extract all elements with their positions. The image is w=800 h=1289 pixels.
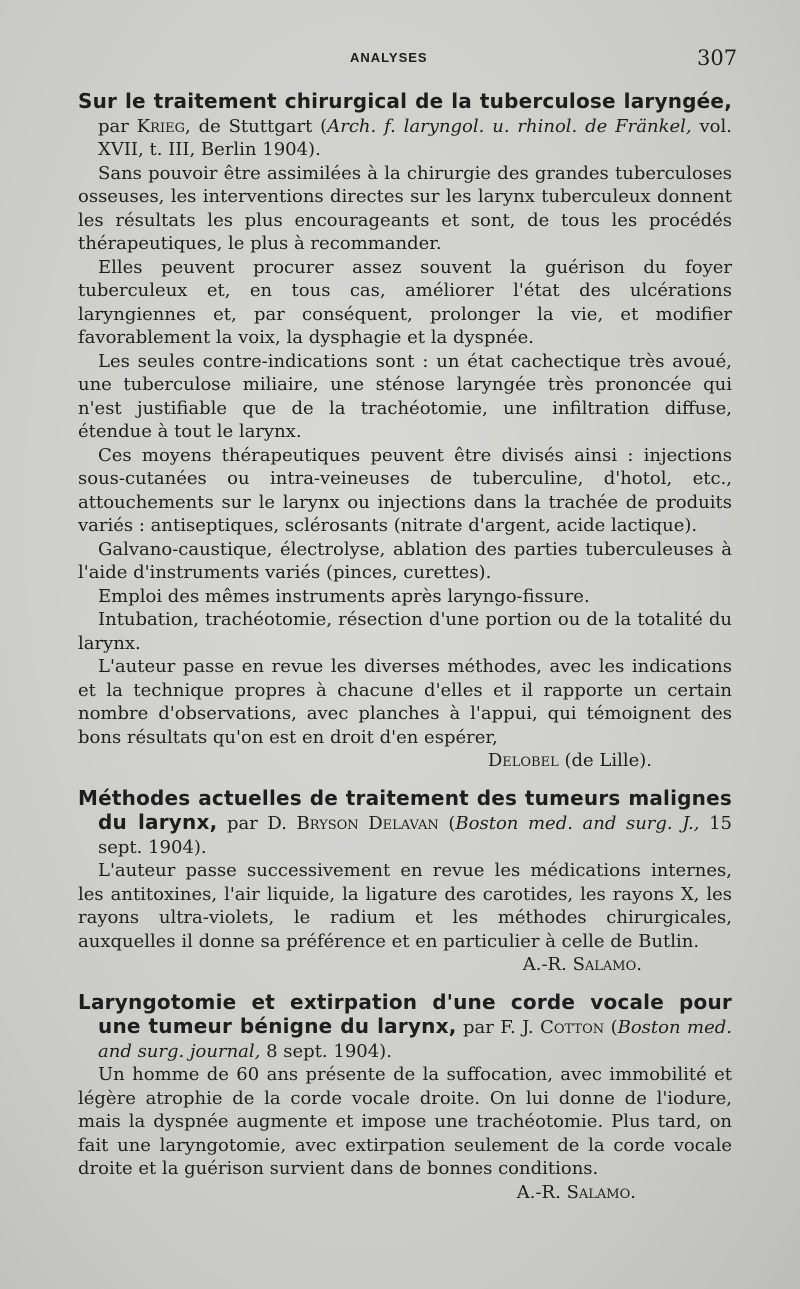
paragraph: Les seules contre-indications sont : un état cachectique très avoué, une tuberculose miliaire, une sténose laryngée très prononcée qui n'est justifiable que de la trachéotomie, une infiltration diffuse, étendue à tout le larynx. [78,350,732,442]
byline-mid: , de Stuttgart ( [184,115,328,137]
citation-details: vol. XVII, t. III, Berlin 1904). [98,115,732,160]
article-2 [78,787,732,977]
article-1 [78,90,732,773]
signature-name: Salamo. [572,954,642,975]
byline-mid: ( [604,1017,618,1038]
signature-initials: A.-R. [516,1181,567,1203]
page-content [78,90,732,1204]
author-name: Bryson Delavan [296,813,439,834]
journal-name: Boston med. and surg. journal, [98,1017,732,1062]
journal-name: Arch. f. laryngol. u. rhinol. de Fränkel, [327,115,692,137]
paragraph: Emploi des mêmes instruments après laryngo-fissure. [98,585,590,607]
article-title: Méthodes actuelles de traitement des tumeurs malignes du larynx, [78,785,732,834]
signature-name: Delobel [487,750,559,771]
article-heading [78,991,732,1064]
paragraph: Un homme de 60 ans présente de la suffocation, avec immobilité et légère atrophie de la corde vocale droite. On lui donne de l'iodure, mais la dyspnée augmente et impose une trachéotomie. Plus tard, on fait une laryngotomie, avec extirpation seulement de la corde vocale droite et la guérison survient dans de bonnes conditions. [78,1064,732,1179]
citation-details: 8 sept. 1904). [260,1040,392,1062]
signature-place: (de Lille). [558,750,652,771]
article-title: Sur le traitement chirurgical de la tuberculose laryngée, [78,89,732,113]
signature-name: Salamo. [566,1181,636,1203]
paragraph: Ces moyens thérapeutiques peuvent être divisés ainsi : injections sous-cutanées ou intra-veineuses de tuberculine, d'hotol, etc., attouchements sur le larynx ou injections dans la trachée de produits variés : antiseptiques, sclérosants (nitrate d'argent, acide lactique). [78,444,732,536]
signature [78,749,732,773]
byline-mid: ( [438,813,456,834]
signature [78,1181,732,1205]
article-title: Laryngotomie et extirpation d'une corde vocale pour une tumeur bénigne du larynx, [78,989,732,1038]
paragraph: Intubation, trachéotomie, résection d'une portion ou de la totalité du larynx. [78,609,732,654]
running-header: ANALYSES [350,50,428,65]
paragraph: Elles peuvent procurer assez souvent la guérison du foyer tuberculeux et, en tous cas, améliorer l'état des ulcérations laryngiennes et, par conséquent, prolonger la vie, et modifier favorablement la voix, la dysphagie et la dyspnée. [78,256,732,348]
paragraph: Sans pouvoir être assimilées à la chirurgie des grandes tuberculoses osseuses, les interventions directes sur les larynx tuberculeux donnent les résultats les plus encourageants et sont, de tous les procédés thérapeutiques, le plus à recommander. [78,162,732,254]
journal-name: Boston med. and surg. J., [455,813,700,834]
signature-initials: A.-R. [522,954,573,975]
author-name: Krieg [136,115,185,137]
signature [78,953,732,977]
paragraph: L'auteur passe en revue les diverses méthodes, avec les indications et la technique propres à chacune d'elles et il rapporte un certain nombre d'observations, avec planches à l'appui, qui témoignent des bons résultats qu'on est en droit d'en espérer, [78,656,732,748]
paragraph: Galvano-caustique, électrolyse, ablation des parties tuberculeuses à l'aide d'instruments variés (pinces, curettes). [78,538,732,583]
byline-prefix: par [98,115,137,137]
article-3 [78,991,732,1205]
page-number: 307 [697,46,738,70]
byline-prefix: par F. J. [456,1017,541,1038]
author-name: Cotton [540,1017,605,1038]
article-heading [78,787,732,860]
byline-prefix: par D. [217,813,297,834]
paragraph: L'auteur passe successivement en revue les médications internes, les antitoxines, l'air liquide, la ligature des carotides, les rayons X, les rayons ultra-violets, le radium et les méthodes chirurgicales, auxquelles il donne sa préférence et en particulier à celle de Butlin. [78,860,732,952]
citation-details: 15 sept. 1904). [98,813,732,858]
article-heading [78,90,732,162]
